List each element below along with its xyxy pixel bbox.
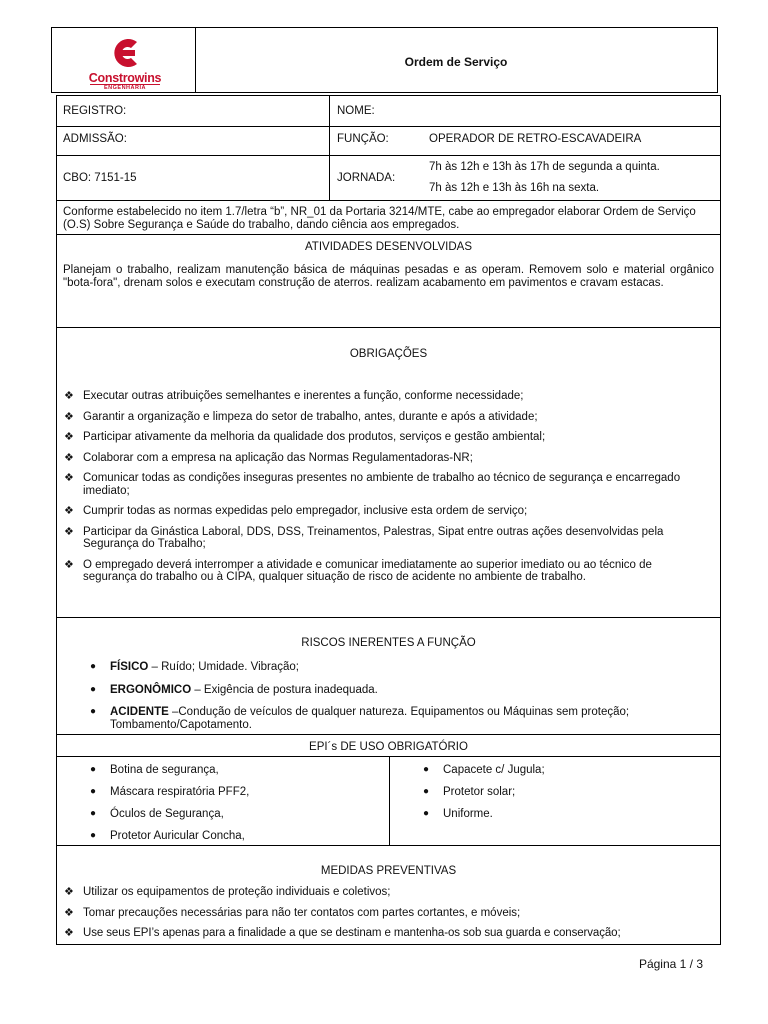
diamond-bullet-icon: ❖ xyxy=(64,390,74,402)
diamond-bullet-icon: ❖ xyxy=(64,410,74,423)
list-item: ● Capacete c/ Jugula; xyxy=(423,764,545,776)
epis-right-list xyxy=(423,763,713,821)
jornada-label: JORNADA: xyxy=(337,172,396,184)
obrigacoes-title: OBRIGAÇÕES xyxy=(349,348,428,360)
diamond-bullet-icon: ❖ xyxy=(64,431,74,443)
bullet-icon: ● xyxy=(423,786,430,797)
bullet-icon: ● xyxy=(90,786,97,797)
document-header xyxy=(51,27,718,93)
bullet-icon: ● xyxy=(423,764,430,775)
cbo-label: CBO: 7151-15 xyxy=(63,172,137,184)
list-item: ❖ Executar outras atribuições semelhantes e inerentes a função, conforme necessidade; xyxy=(64,390,524,402)
logo-c-icon xyxy=(107,36,143,70)
list-item: ● Protetor Auricular Concha, xyxy=(90,830,245,842)
diamond-bullet-icon: ❖ xyxy=(64,886,74,898)
diamond-bullet-icon: ❖ xyxy=(64,525,74,538)
diamond-bullet-icon: ❖ xyxy=(64,906,74,919)
intro-text: Conforme estabelecido no item 1.7/letra “b”, NR_01 da Portaria 3214/MTE, cabe ao empregador elaborar Ordem de Serviço (O.S) Sobre Segurança e Saúde do trabalho, dando ciência aos empregados. xyxy=(63,206,696,231)
list-item: ● ERGONÔMICO – Exigência de postura inadequada. xyxy=(90,684,378,696)
page-number: Página 1 / 3 xyxy=(638,957,703,971)
funcao-value: OPERADOR DE RETRO-ESCAVADEIRA xyxy=(429,133,642,145)
list-item: ● Botina de segurança, xyxy=(90,764,219,776)
bullet-icon: ● xyxy=(90,661,97,672)
bullet-icon: ● xyxy=(90,706,97,717)
list-item: ❖ Participar ativamente da melhoria da qualidade dos produtos, serviços e gestão ambiental; xyxy=(64,431,546,443)
service-order-form xyxy=(56,95,721,945)
list-item: ● Protetor solar; xyxy=(423,786,516,798)
list-item: ● Uniforme. xyxy=(423,808,493,820)
logo-subtext: ENGENHARIA xyxy=(90,84,160,92)
diamond-bullet-icon: ❖ xyxy=(64,505,74,517)
diamond-bullet-icon: ❖ xyxy=(64,927,74,939)
nome-label: NOME: xyxy=(337,105,375,117)
list-item: ● Óculos de Segurança, xyxy=(90,808,224,820)
list-item: ● Máscara respiratória PFF2, xyxy=(90,786,250,798)
bullet-icon: ● xyxy=(90,830,97,841)
list-item: ❖ Garantir a organização e limpeza do setor de trabalho, antes, durante e após a atividade; xyxy=(64,410,538,423)
epis-title: EPI´s DE USO OBRIGATÓRIO xyxy=(309,741,468,753)
diamond-bullet-icon: ❖ xyxy=(64,451,74,464)
registro-label: REGISTRO: xyxy=(63,105,127,117)
riscos-title: RISCOS INERENTES A FUNÇÃO xyxy=(301,637,476,649)
list-item: ❖ Comunicar todas as condições inseguras presentes no ambiente de trabalho ao técnico de segurança e encarregado imediato; xyxy=(64,472,681,497)
bullet-icon: ● xyxy=(90,764,97,775)
list-item: ❖ Tomar precauções necessárias para não ter contatos com partes cortantes, e móveis; xyxy=(64,906,521,919)
bullet-icon: ● xyxy=(90,684,97,695)
atividades-text: Planejam o trabalho, realizam manutenção básica de máquinas pesadas e as operam. Removem solo e material orgânico "bota-fora", drenam solos e executam construção de aterros. realizam acabamento em pavimentos e cravam estacas. xyxy=(63,264,714,289)
list-item: ❖ Participar da Ginástica Laboral, DDS, DSS, Treinamentos, Palestras, Sipat entre outras ações desenvolvidas pela Segurança do Trabalho; xyxy=(64,525,664,550)
medidas-title: MEDIDAS PREVENTIVAS xyxy=(320,865,457,877)
list-item: ● FÍSICO – Ruído; Umidade. Vibração; xyxy=(90,661,299,673)
list-item: ● ACIDENTE –Condução de veículos de qualquer natureza. Equipamentos ou Máquinas sem proteção; Tombamento/Capotamento. xyxy=(90,706,630,731)
diamond-bullet-icon: ❖ xyxy=(64,558,74,571)
epis-left-list xyxy=(90,763,380,843)
atividades-title: ATIVIDADES DESENVOLVIDAS xyxy=(304,241,472,253)
document-title: Ordem de Serviço xyxy=(404,55,508,69)
list-item: ❖ Use seus EPI’s apenas para a finalidade a que se destinam e mantenha-os sob sua guarda e conservação; xyxy=(64,927,621,939)
jornada-line-1: 7h às 12h e 13h às 17h de segunda a quinta. xyxy=(429,161,660,173)
diamond-bullet-icon: ❖ xyxy=(64,472,74,484)
jornada-line-2: 7h às 12h e 13h às 16h na sexta. xyxy=(429,182,600,194)
admissao-label: ADMISSÃO: xyxy=(63,133,127,145)
bullet-icon: ● xyxy=(423,808,430,819)
list-item: ❖ O empregado deverá interromper a atividade e comunicar imediatamente ao superior imediato ou ao técnico de segurança do trabalho ou à CIPA, qualquer situação de risco de acidente no ambiente de trabalho. xyxy=(64,558,652,583)
riscos-list xyxy=(90,660,702,731)
obrigacoes-list xyxy=(63,390,702,584)
bullet-icon: ● xyxy=(90,808,97,819)
funcao-label: FUNÇÃO: xyxy=(337,133,389,145)
list-item: ❖ Utilizar os equipamentos de proteção individuais e coletivos; xyxy=(64,886,391,898)
medidas-list xyxy=(63,886,716,940)
logo-text: Constrowins xyxy=(88,71,162,85)
company-logo xyxy=(78,36,172,91)
list-item: ❖ Colaborar com a empresa na aplicação das Normas Regulamentadoras-NR; xyxy=(64,451,473,464)
list-item: ❖ Cumprir todas as normas expedidas pelo empregador, inclusive esta ordem de serviço; xyxy=(64,505,528,517)
